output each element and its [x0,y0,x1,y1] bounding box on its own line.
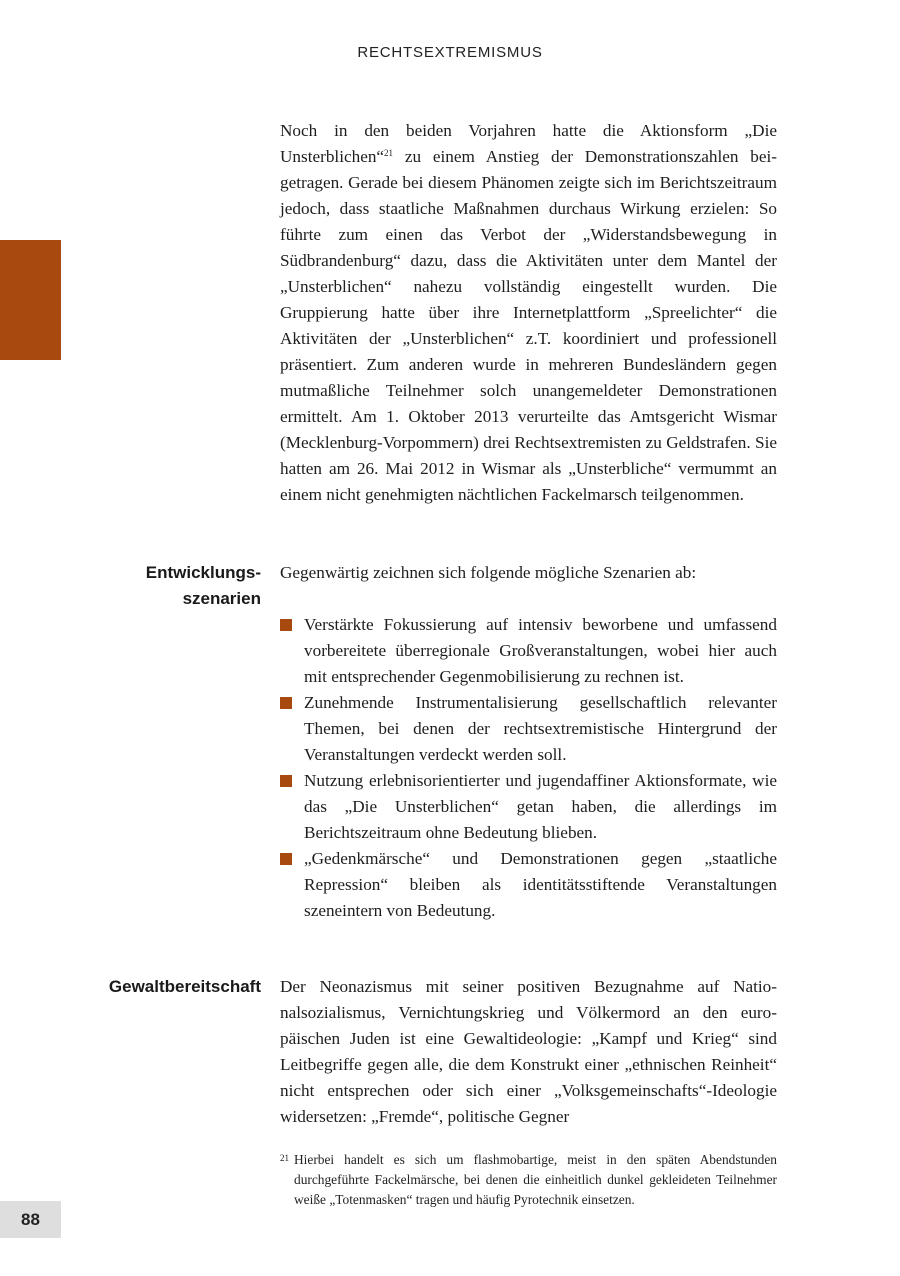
section-szenarien [280,560,777,924]
list-item [280,690,777,768]
list-item-text: Nutzung erlebnisorientierter und jugendaffiner Aktionsformate, wie das „Die Unsterblichen“ getan haben, die allerdings im Berichtszeitraum ohne Bedeutung blieben. [304,771,777,842]
list-item [280,768,777,846]
list-item-text: Zunehmende Instrumentalisierung gesellschaftlich relevanter Themen, bei denen der rechtsextremistische Hintergrund der Veranstaltungen verdeckt werden soll. [304,693,777,764]
bullet-square-icon [280,697,292,709]
page-number: 88 [0,1201,61,1238]
marginal-heading-entwicklungsszenarien [146,560,261,612]
chapter-marker-tab [0,240,61,360]
bullet-square-icon [280,775,292,787]
szenarien-list [280,612,777,924]
list-item-text: „Gedenkmärsche“ und Demonstrationen gegen „staatliche Repression“ bleiben als identitätsstiftende Veranstaltungen szeneintern von Bedeutung. [304,849,777,920]
marginal-heading-line: Gewaltbereitschaft [108,977,261,996]
paragraph-text-start: Noch in den beiden Vorjahren hatte die Aktionsform „Die Unsterblichen“ [280,121,777,166]
bullet-square-icon [280,853,292,865]
section-unsterblichen-paragraph [280,118,777,508]
list-item [280,612,777,690]
list-item [280,846,777,924]
footnote-text: Hierbei handelt es sich um flashmobartige, meist in den späten Abendstunden durchgeführte Fackelmärsche, bei denen die einheitlich dunkel gekleideten Teilnehmer weiße „Totenmasken“ tragen und häufig Pyrotechnik einsetzen. [294,1152,777,1207]
paragraph-text-rest: zu einem Anstieg der Demonstrationszahlen beigetragen. Gerade bei diesem Phänomen zeigte sich im Berichtszeitraum jedoch, dass staatliche Maßnahmen durchaus Wirkung erzielen: So führte zum einen das Verbot der „Widerstandsbewegung in Südbrandenburg“ dazu, dass die Aktivitäten unter dem Mantel der „Unsterblichen“ nahezu vollständig eingestellt wurden. Die Gruppierung hatte über ihre Internetplattform „Spreelichter“ die Aktivitäten der „Unsterblichen“ z.T. koordiniert und professionell präsentiert. Zum anderen wurde in mehreren Bundesländern gegen mutmaßliche Teilnehmer solch unangemeldeter Demonstrationen ermittelt. Am 1. Oktober 2013 verurteilte das Amtsgericht Wismar (Mecklenburg-Vorpommern) drei Rechtsextremisten zu Geldstrafen. Sie hatten am 26. Mai 2012 in Wismar als „Unsterbliche“ vermummt an einem nicht genehmigten nächtlichen Fackelmarsch teilgenommen. [280,147,777,504]
footnote-number: 21 [280,1153,289,1163]
footnote-reference[interactable]: 21 [384,148,394,158]
footnote [280,1150,777,1210]
szenarien-intro: Gegenwärtig zeichnen sich folgende mögliche Szenarien ab: [280,563,697,582]
marginal-heading-gewaltbereitschaft [109,974,261,1000]
bullet-square-icon [280,619,292,631]
gewaltbereitschaft-paragraph: Der Neonazismus mit seiner positiven Bezugnahme auf Nationalsozialismus, Vernichtungskrieg und Völkermord an den europäischen Juden ist eine Gewaltideologie: „Kampf und Krieg“ sind Leitbegriffe gegen alle, die dem Konstrukt einer „ethnischen Reinheit“ nicht entsprechen oder sich einer „Volksgemeinschafts“-Ideologie widersetzen: „Fremde“, politische Gegner [280,977,777,1126]
marginal-heading-line: szenarien [182,589,261,608]
list-item-text: Verstärkte Fokussierung auf intensiv beworbene und umfassend vorbereitete überregionale Großveranstaltungen, wobei hier auch mit entsprechender Gegenmobilisierung zu rechnen ist. [304,615,777,686]
marginal-heading-line: Entwicklungs- [145,563,261,582]
section-gewaltbereitschaft [280,974,777,1130]
running-header: RECHTSEXTREMISMUS [357,44,543,61]
